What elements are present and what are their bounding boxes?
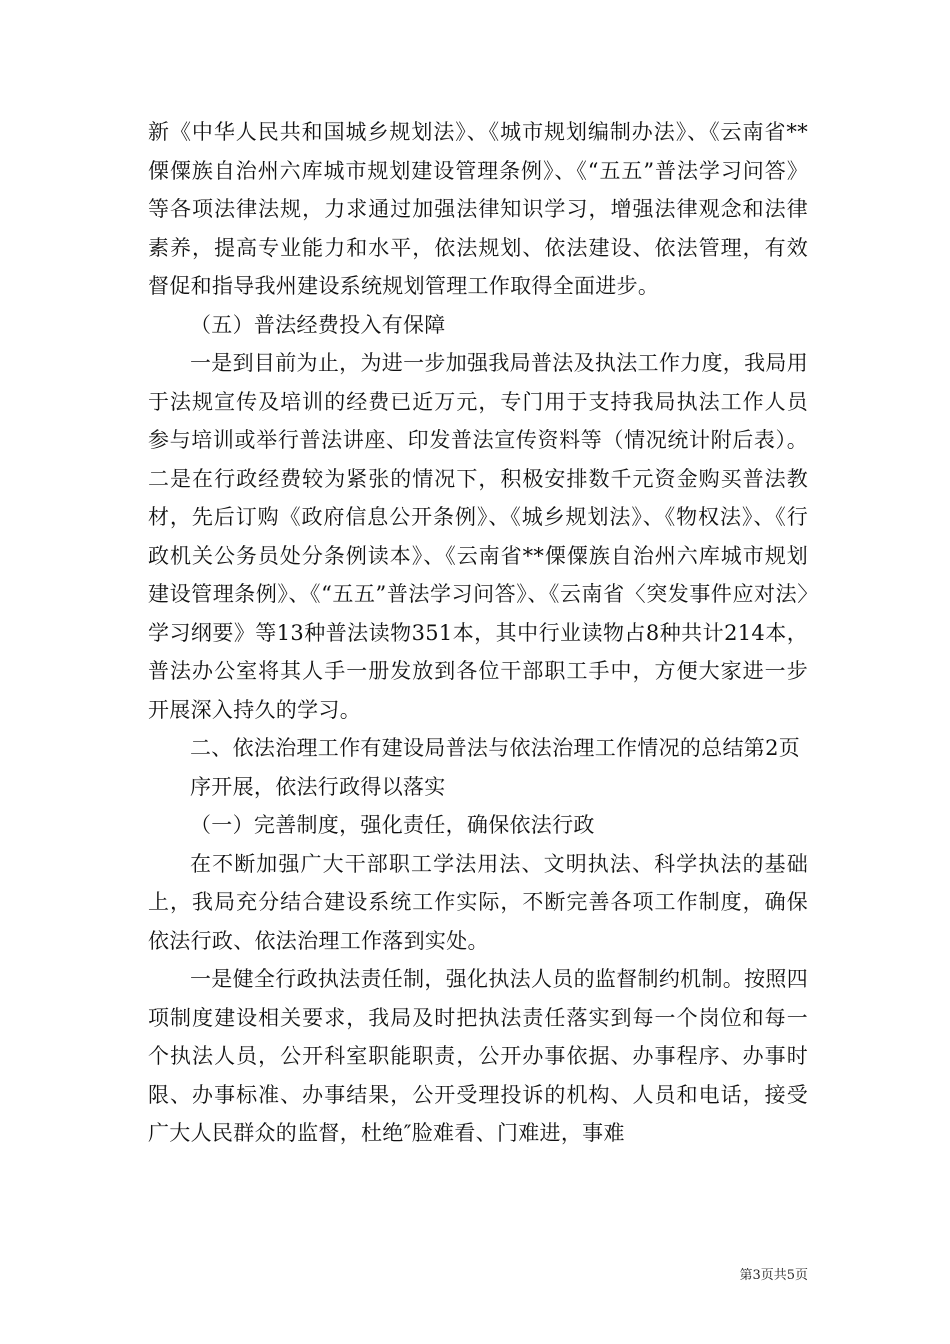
document-body (148, 113, 808, 1153)
paragraph-funding: 一是到目前为止，为进一步加强我局普法及执法工作力度，我局用于法规宣传及培训的经费已近万元，专门用于支持我局执法工作人员参与培训或举行普法讲座、印发普法宣传资料等（情况统计附后表）。二是在行政经费较为紧张的情况下，积极安排数千元资金购买普法教材，先后订购《政府信息公开条例》、《城乡规划法》、《物权法》、《行政机关公务员处分条例读本》、《云南省**傈僳族自治州六库城市规划建设管理条例》、《“五五”普法学习问答》、《云南省〈突发事件应对法〉学习纲要》等13种普法读物351本，其中行业读物占8种共计214本，普法办公室将其人手一册发放到各位干部职工手中，方便大家进一步开展深入持久的学习。 (148, 351, 808, 722)
page-number: 第3页共5页 (739, 1268, 808, 1283)
paragraph-1: 新《中华人民共和国城乡规划法》、《城市规划编制办法》、《云南省**傈僳族自治州六库城市规划建设管理条例》、《“五五”普法学习问答》等各项法律法规，力求通过加强法律知识学习，增强法律观念和法律素养，提高专业能力和水平，依法规划、依法建设、依法管理，有效督促和指导我州建设系统规划管理工作取得全面进步。 (148, 120, 808, 298)
subsection-heading-system: （一）完善制度，强化责任，确保依法行政 (190, 813, 595, 837)
section-heading-funding: （五）普法经费投入有保障 (190, 312, 446, 337)
paragraph-continuation: 序开展，依法行政得以落实 (190, 774, 446, 799)
paragraph-system: 在不断加强广大干部职工学法用法、文明执法、科学执法的基础上，我局充分结合建设系统工作实际，不断完善各项工作制度，确保依法行政、依法治理工作落到实处。 (148, 851, 808, 953)
paragraph-responsibility: 一是健全行政执法责任制，强化执法人员的监督制约机制。按照四项制度建设相关要求，我局及时把执法责任落实到每一个岗位和每一个执法人员，公开科室职能职责，公开办事依据、办事程序、办事时限、办事标准、办事结果，公开受理投诉的机构、人员和电话，接受广大人民群众的监督，杜绝″脸难看、门难进，事难 (148, 967, 808, 1145)
section-heading-governance: 二、依法治理工作有建设局普法与依法治理工作情况的总结第2页 (190, 736, 801, 760)
